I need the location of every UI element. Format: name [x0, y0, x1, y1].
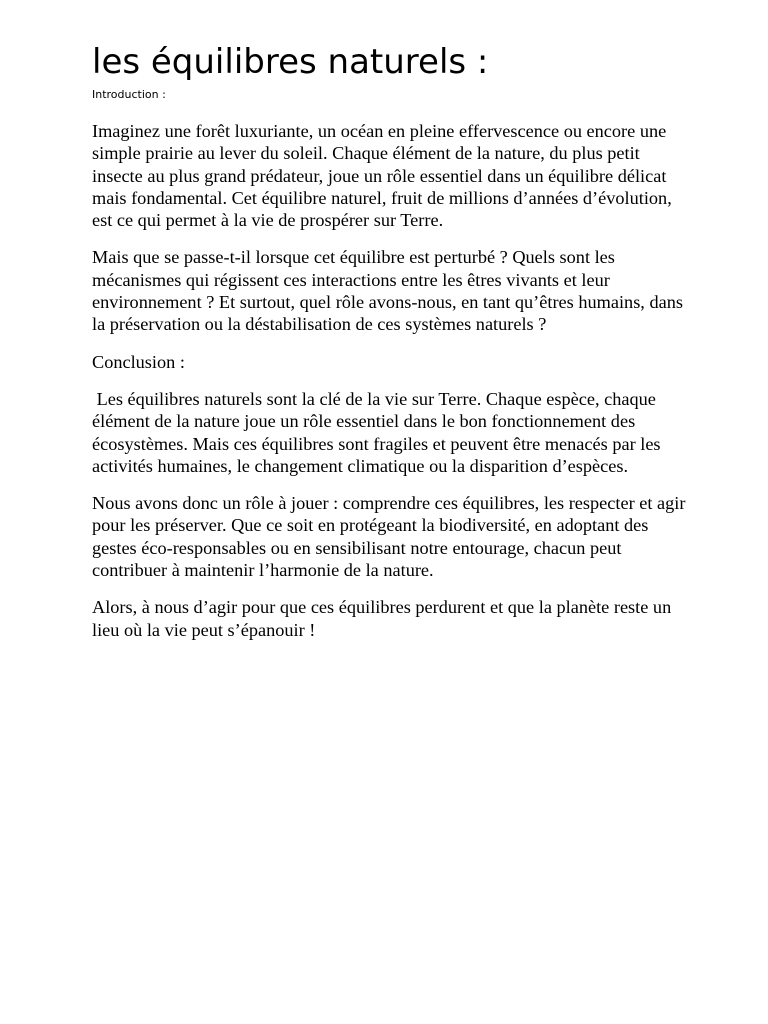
document-title: les équilibres naturels : — [92, 42, 489, 82]
intro-paragraph-2: Mais que se passe-t-il lorsque cet équilibre est perturbé ? Quels sont les mécanismes qui régissent ces interactions entre les êtres vivants et leur environnement ? Et surtout, quel rôle avons-nous, en tant qu’êtres humains, dans la préservation ou la déstabilisation de ces systèmes naturels ? — [92, 247, 688, 335]
document-body — [92, 40, 688, 656]
conclusion-heading: Conclusion : — [92, 351, 185, 372]
conclusion-paragraph-3: Alors, à nous d’agir pour que ces équilibres perdurent et que la planète reste un lieu où la vie peut s’épanouir ! — [92, 597, 676, 640]
conclusion-paragraph-1: Les équilibres naturels sont la clé de la vie sur Terre. Chaque espèce, chaque élément de la nature joue un rôle essentiel dans le bon fonctionnement des écosystèmes. Mais ces équilibres sont fragiles et peuvent être menacés par les activités humaines, le changement climatique ou la disparition d’espèces. — [92, 388, 666, 476]
introduction-heading: Introduction : — [92, 88, 166, 101]
conclusion-paragraph-2: Nous avons donc un rôle à jouer : comprendre ces équilibres, les respecter et agir pour les préserver. Que ce soit en protégeant la biodiversité, en adoptant des gestes éco-responsables ou en sensibilisant notre entourage, chacun peut contribuer à maintenir l’harmonie de la nature. — [92, 493, 690, 581]
intro-paragraph-1: Imaginez une forêt luxuriante, un océan en pleine effervescence ou encore une simple prairie au lever du soleil. Chaque élément de la nature, du plus petit insecte au plus grand prédateur, joue un rôle essentiel dans un équilibre délicat mais fondamental. Cet équilibre naturel, fruit de millions d’années d’évolution, est ce qui permet à la vie de prospérer sur Terre. — [92, 121, 677, 231]
